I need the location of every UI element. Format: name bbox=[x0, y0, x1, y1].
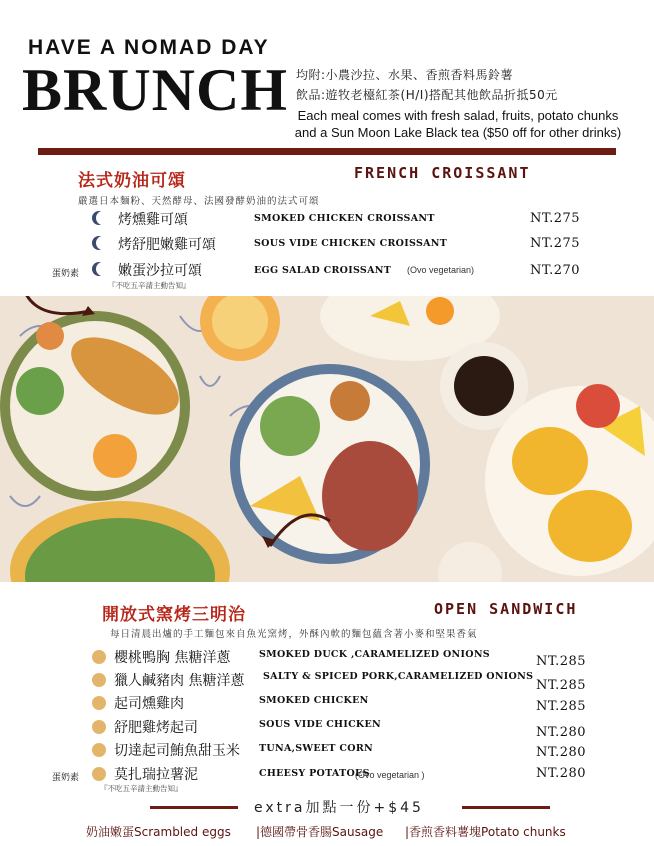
menu-item-price: NT.280 bbox=[536, 725, 587, 740]
menu-item-en: SMOKED CHICKEN bbox=[259, 695, 369, 706]
menu-item-price: NT.275 bbox=[530, 236, 581, 251]
menu-item-zh: 烤舒肥嫩雞可頌 bbox=[118, 237, 216, 253]
addon-sausage: |德國帶骨香腸Sausage bbox=[256, 825, 384, 839]
menu-item-note: (Ovo vegetarian ) bbox=[355, 770, 425, 780]
menu-item-zh: 起司燻雞肉 bbox=[114, 696, 184, 712]
croissant-title-en: FRENCH CROISSANT bbox=[354, 164, 531, 182]
brunch-table-illustration bbox=[0, 296, 654, 582]
crescent-moon-icon bbox=[96, 262, 110, 276]
menu-item-zh: 切達起司鮪魚甜玉米 bbox=[114, 743, 240, 759]
vegetarian-tag: 蛋奶素 bbox=[52, 269, 80, 279]
menu-item-en: SMOKED DUCK ,CARAMELIZED ONIONS bbox=[259, 649, 490, 660]
croissant-description: 嚴選日本麵粉、天然酵母、法國發酵奶油的法式可頌 bbox=[78, 196, 320, 207]
brunch-photo bbox=[0, 296, 654, 582]
sandwich-title-en: OPEN SANDWICH bbox=[434, 600, 578, 618]
sandwich-description: 每日清晨出爐的手工麵包來自魚光窯烤，外酥內軟的麵包蘊含著小麥和堅果香氣 bbox=[110, 629, 478, 640]
menu-item-price: NT.275 bbox=[530, 211, 581, 226]
menu-item-note: (Ovo vegetarian) bbox=[407, 265, 475, 275]
menu-item-zh: 獵人鹹豬肉 焦糖洋蔥 bbox=[114, 673, 245, 689]
menu-item-en: SOUS VIDE CHICKEN bbox=[259, 719, 382, 730]
sandwich-menu-list bbox=[0, 645, 654, 795]
gold-dot-icon bbox=[92, 673, 106, 687]
gold-dot-icon bbox=[92, 650, 106, 664]
included-items-en: Each meal comes with fresh salad, fruits, potato chunks bbox=[297, 108, 619, 123]
menu-item-price: NT.270 bbox=[530, 263, 581, 278]
extra-divider-right bbox=[462, 806, 550, 809]
menu-item-price: NT.280 bbox=[536, 766, 587, 781]
menu-item-en: SOUS VIDE CHICKEN CROISSANT bbox=[254, 238, 448, 249]
menu-item-zh: 嫩蛋沙拉可頌 bbox=[118, 263, 202, 279]
crescent-moon-icon bbox=[96, 236, 110, 250]
gold-dot-icon bbox=[92, 696, 106, 710]
extra-title: extra加點一份+$45 bbox=[254, 800, 424, 816]
drink-note-zh: 飲品:遊牧老檯紅茶(H/I)搭配其他飲品折抵50元 bbox=[296, 88, 558, 102]
menu-item-zh: 舒肥雞烤起司 bbox=[114, 720, 198, 736]
vegetarian-note: 『不吃五辛請主動告知』 bbox=[100, 784, 183, 793]
gold-dot-icon bbox=[92, 767, 106, 781]
included-items-zh: 均附:小農沙拉、水果、香煎香料馬鈴薯 bbox=[296, 68, 514, 82]
crescent-moon-icon bbox=[96, 211, 110, 225]
vegetarian-tag: 蛋奶素 bbox=[52, 773, 80, 783]
gold-dot-icon bbox=[92, 720, 106, 734]
menu-item-zh: 櫻桃鴨胸 焦糖洋蔥 bbox=[114, 650, 231, 666]
extra-divider-left bbox=[150, 806, 238, 809]
menu-item-en: CHEESY POTATOES bbox=[259, 768, 370, 779]
croissant-title-zh: 法式奶油可頌 bbox=[78, 171, 186, 191]
addon-scrambled-eggs: 奶油嫩蛋Scrambled eggs bbox=[86, 825, 231, 839]
menu-item-zh: 莫扎瑞拉薯泥 bbox=[114, 767, 198, 783]
gold-dot-icon bbox=[92, 743, 106, 757]
tagline: HAVE A NOMAD DAY bbox=[28, 36, 270, 59]
vegetarian-note: 『不吃五辛請主動告知』 bbox=[108, 281, 191, 290]
page-title: BRUNCH bbox=[22, 57, 289, 123]
menu-item-en: EGG SALAD CROISSANT bbox=[254, 265, 392, 276]
menu-item-price: NT.285 bbox=[536, 699, 587, 714]
menu-item-price: NT.285 bbox=[536, 654, 587, 669]
addon-potato-chunks: |香煎香料薯塊Potato chunks bbox=[405, 825, 566, 839]
menu-item-price: NT.285 bbox=[536, 678, 587, 693]
menu-item-en: TUNA,SWEET CORN bbox=[259, 743, 374, 754]
menu-item-en: SALTY & SPICED PORK,CARAMELIZED ONIONS bbox=[263, 671, 534, 682]
croissant-menu-list bbox=[0, 208, 654, 290]
menu-item-zh: 烤燻雞可頌 bbox=[118, 212, 188, 228]
menu-item-en: SMOKED CHICKEN CROISSANT bbox=[254, 213, 435, 224]
drink-note-en: and a Sun Moon Lake Black tea ($50 off for other drinks) bbox=[294, 125, 622, 140]
header-divider bbox=[38, 148, 616, 155]
menu-item-price: NT.280 bbox=[536, 745, 587, 760]
sandwich-title-zh: 開放式窯烤三明治 bbox=[102, 605, 246, 625]
